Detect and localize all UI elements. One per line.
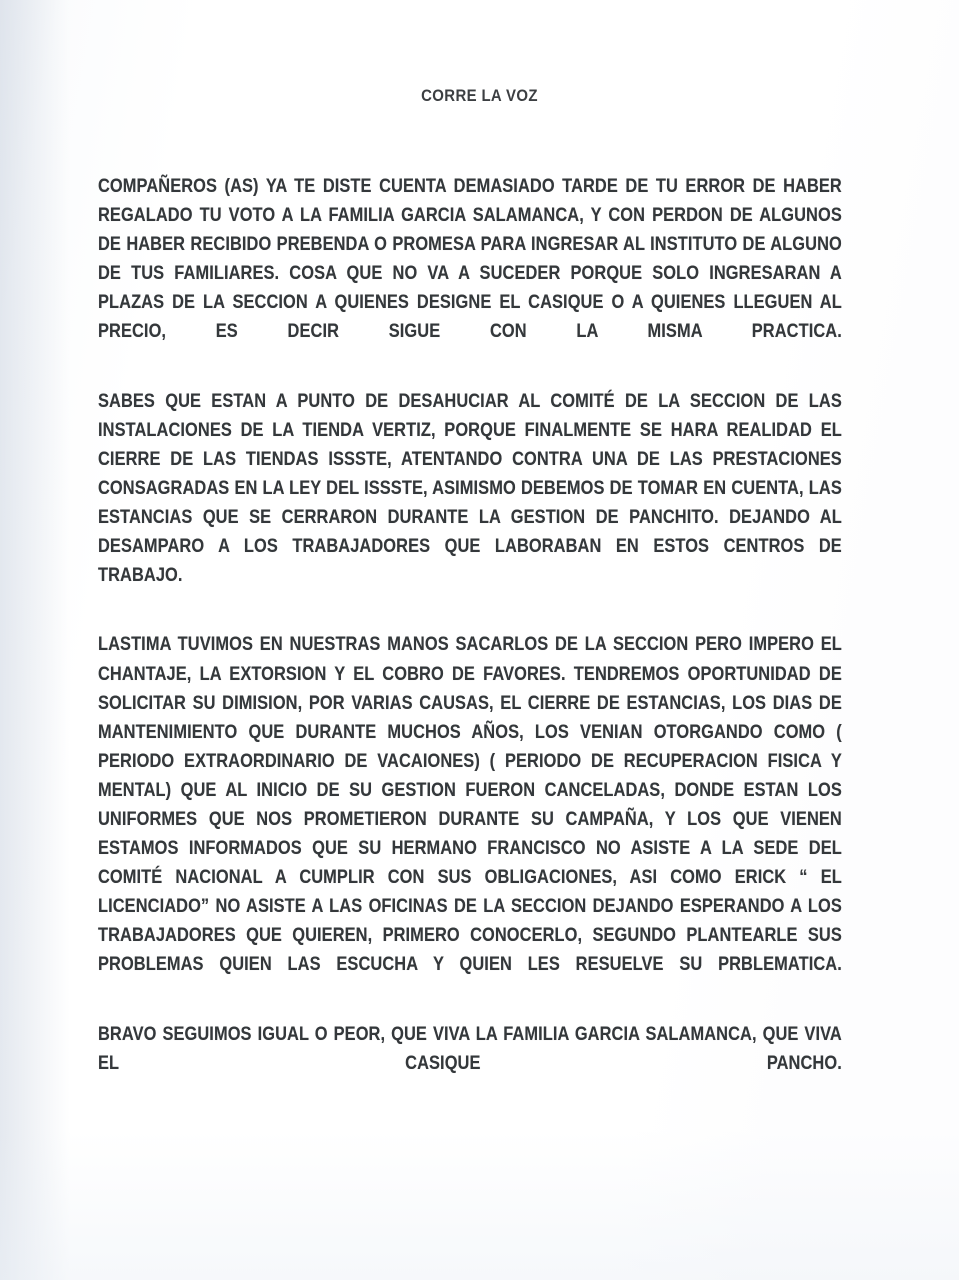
document-title: CORRE LA VOZ <box>421 86 538 105</box>
paragraph-3: LASTIMA TUVIMOS EN NUESTRAS MANOS SACARLOS DE LA SECCION PERO IMPERO EL CHANTAJE, LA EXTORSION Y EL COBRO DE FAVORES. TENDREMOS OPORTUNIDAD DE SOLICITAR SU DIMISION, POR VARIAS CAUSAS, EL CIERRE DE ESTANCIAS, LOS DIAS DE MANTENIMIENTO QUE DURANTE MUCHOS AÑOS, LOS VENIAN OTORGANDO COMO ( PERIODO EXTRAORDINARIO DE VACAIONES) ( PERIODO DE RECUPERACION FISICA Y MENTAL) QUE AL INICIO DE SU GESTION FUERON CANCELADAS, DONDE ESTAN LOS UNIFORMES QUE NOS PROMETIERON DURANTE SU CAMPAÑA, Y LOS QUE VIENEN ESTAMOS INFORMADOS QUE SU HERMANO FRANCISCO NO ASISTE A LA SEDE DEL COMITÉ NACIONAL A CUMPLIR CON SUS OBLIGACIONES, ASI COMO ERICK “ EL LICENCIADO” NO ASISTE A LAS OFICINAS DE LA SECCION DEJANDO ESPERANDO A LOS TRABAJADORES QUE QUIEREN, PRIMERO CONOCERLO, SEGUNDO PLANTEARLE SUS PROBLEMAS QUIEN LAS ESCUCHA Y QUIEN LES RESUELVE SU PRBLEMATICA. <box>98 634 842 976</box>
paragraph-2: SABES QUE ESTAN A PUNTO DE DESAHUCIAR AL COMITÉ DE LA SECCION DE LAS INSTALACIONES DE LA TIENDA VERTIZ, PORQUE FINALMENTE SE HARA REALIDAD EL CIERRE DE LAS TIENDAS ISSSTE, ATENTANDO CONTRA UNA DE LAS PRESTACIONES CONSAGRADAS EN LA LEY DEL ISSSTE, ASIMISMO DEBEMOS DE TOMAR EN CUENTA, LAS ESTANCIAS QUE SE CERRARON DURANTE LA GESTION DE PANCHITO. DEJANDO AL DESAMPARO A LOS TRABAJADORES QUE LABORABAN EN ESTOS CENTROS DE TRABAJO. <box>98 390 842 587</box>
paragraph-1: COMPAÑEROS (AS) YA TE DISTE CUENTA DEMASIADO TARDE DE TU ERROR DE HABER REGALADO TU VOTO A LA FAMILIA GARCIA SALAMANCA, Y CON PERDON DE ALGUNOS DE HABER RECIBIDO PREBENDA O PROMESA PARA INGRESAR AL INSTITUTO DE ALGUNO DE TUS FAMILIARES. COSA QUE NO VA A SUCEDER PORQUE SOLO INGRESARAN A PLAZAS DE LA SECCION A QUIENES DESIGNE EL CASIQUE O A QUIENES LLEGUEN AL PRECIO, ES DECIR SIGUE CON LA MISMA PRACTICA. <box>98 176 842 343</box>
paragraph-4: BRAVO SEGUIMOS IGUAL O PEOR, QUE VIVA LA FAMILIA GARCIA SALAMANCA, QUE VIVA EL CASIQUE PANCHO. <box>98 1023 842 1074</box>
document-body <box>98 172 842 1107</box>
